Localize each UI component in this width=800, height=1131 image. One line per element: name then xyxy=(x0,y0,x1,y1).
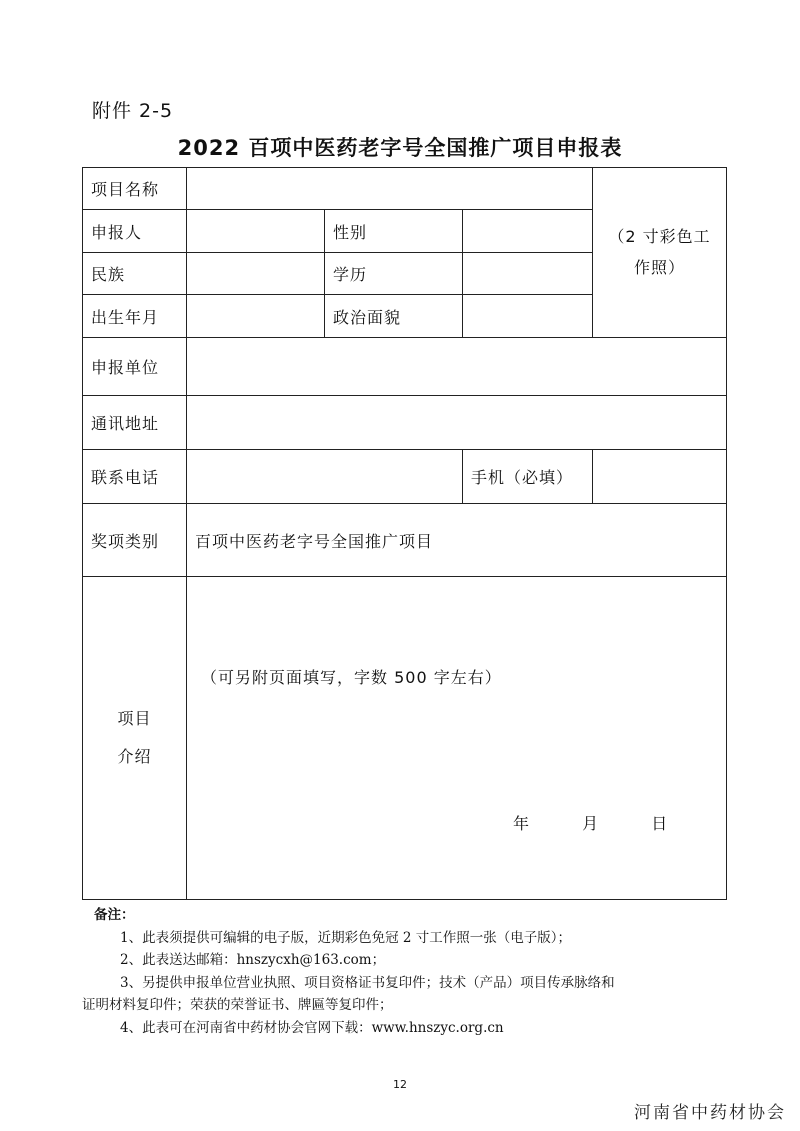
notes-heading: 备注： xyxy=(94,907,135,923)
attachment-label: 附件 2-5 xyxy=(92,100,174,122)
phone-label: 联系电话 xyxy=(83,450,187,504)
note-item-3-continued: 证明材料复印件；荣获的荣誉证书、牌匾等复印件； xyxy=(82,997,393,1013)
gender-field[interactable] xyxy=(463,210,593,253)
intro-field[interactable] xyxy=(187,577,727,900)
application-form-table xyxy=(82,167,727,900)
page-number: 12 xyxy=(393,1078,407,1091)
award-label: 奖项类别 xyxy=(83,504,187,577)
education-field[interactable] xyxy=(463,253,593,295)
project-name-field[interactable] xyxy=(187,168,593,210)
gender-label: 性别 xyxy=(325,210,463,253)
row-address xyxy=(83,396,727,450)
phone-field[interactable] xyxy=(187,450,463,504)
intro-label-line1: 项目 xyxy=(117,708,152,728)
applicant-label: 申报人 xyxy=(83,210,187,253)
intro-label-cell xyxy=(83,577,187,900)
political-field[interactable] xyxy=(463,295,593,338)
mobile-field[interactable] xyxy=(593,450,727,504)
date-month: 月 xyxy=(582,814,600,833)
photo-hint-line1: （2 寸彩色工 xyxy=(608,227,711,247)
applicant-field[interactable] xyxy=(187,210,325,253)
intro-label-line2: 介绍 xyxy=(117,747,152,766)
date-year: 年 xyxy=(513,814,531,833)
notes-section xyxy=(82,904,732,1039)
row-phone xyxy=(83,450,727,504)
footer-organization: 河南省中药材协会 xyxy=(634,1103,786,1123)
unit-label: 申报单位 xyxy=(83,338,187,396)
intro-date xyxy=(513,811,714,834)
unit-field[interactable] xyxy=(187,338,727,396)
photo-box[interactable] xyxy=(593,168,727,338)
project-name-label: 项目名称 xyxy=(83,168,187,210)
photo-hint-line2: 作照） xyxy=(633,257,685,277)
ethnicity-field[interactable] xyxy=(187,253,325,295)
row-award xyxy=(83,504,727,577)
form-title: 2022 百项中医药老字号全国推广项目申报表 xyxy=(177,136,623,160)
ethnicity-label: 民族 xyxy=(83,253,187,295)
address-field[interactable] xyxy=(187,396,727,450)
birth-field[interactable] xyxy=(187,295,325,338)
note-item-4: 4、此表可在河南省中药材协会官网下载：www.hnszyc.org.cn xyxy=(120,1019,504,1036)
note-item-2: 2、此表送达邮箱：hnszycxh@163.com； xyxy=(120,952,386,968)
birth-label: 出生年月 xyxy=(83,295,187,338)
row-unit xyxy=(83,338,727,396)
row-project-name xyxy=(83,168,727,210)
row-intro xyxy=(83,577,727,900)
note-item-3: 3、另提供申报单位营业执照、项目资格证书复印件；技术（产品）项目传承脉络和 xyxy=(120,974,615,991)
award-value: 百项中医药老字号全国推广项目 xyxy=(187,504,727,577)
date-day: 日 xyxy=(651,814,669,833)
note-item-1: 1、此表须提供可编辑的电子版，近期彩色免冠 2 寸工作照一张（电子版）； xyxy=(120,929,572,946)
education-label: 学历 xyxy=(325,253,463,295)
intro-hint: （可另附页面填写，字数 500 字左右） xyxy=(201,668,502,687)
political-label: 政治面貌 xyxy=(325,295,463,338)
mobile-label: 手机（必填） xyxy=(463,450,593,504)
address-label: 通讯地址 xyxy=(83,396,187,450)
